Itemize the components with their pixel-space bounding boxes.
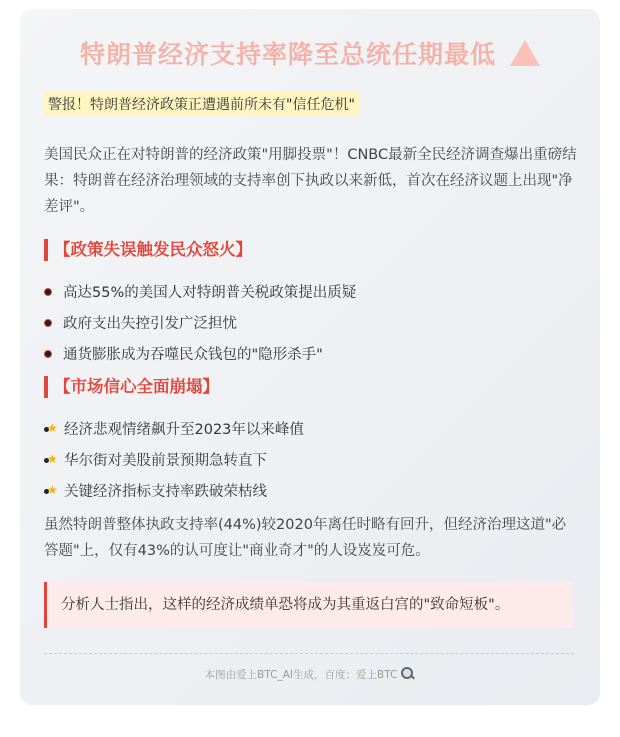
page-title: 特朗普经济支持率降至总统任期最低: [79, 40, 496, 69]
article-card: [20, 9, 600, 705]
policy-list: [44, 276, 584, 369]
list-item: [44, 307, 584, 338]
list-item-text: 华尔街对美股前景预期急转直下: [64, 453, 267, 469]
footer: [20, 664, 600, 684]
list-item: [44, 475, 584, 506]
triangle-up-icon: [510, 40, 540, 66]
section-heading-policy: 【政策失误触发民众怒火】: [44, 239, 252, 261]
title-row: [20, 33, 600, 73]
summary-paragraph: 虽然特朗普整体执政支持率(44%)较2020年离任时略有回升，但经济治理这道"必答题"上，仅有43%的认可度让"商业奇才"的人设岌岌可危。: [44, 517, 567, 559]
analyst-quote: 分析人士指出，这样的经济成绩单恐将成为其重返白宫的"致命短板"。: [44, 582, 574, 628]
list-item: [44, 338, 584, 369]
section-heading-market: 【市场信心全面崩塌】: [44, 376, 219, 398]
list-item: [44, 276, 584, 307]
list-item-text: 关键经济指标支持率跌破荣枯线: [64, 484, 267, 500]
intro-paragraph: 美国民众正在对特朗普的经济政策"用脚投票"！CNBC最新全民经济调查爆出重磅结果：特朗普在经济治理领域的支持率创下执政以来新低，首次在经济议题上出现"净差评"。: [44, 147, 577, 215]
magnifier-icon: [401, 667, 415, 681]
dot-icon: [44, 288, 52, 296]
star-icon: ★: [44, 484, 64, 498]
star-icon: ★: [44, 453, 64, 467]
dot-icon: [44, 319, 52, 327]
footer-text: 本图由爱上BTC_AI生成，百度：爱上BTC: [204, 668, 398, 681]
dot-icon: [44, 350, 52, 358]
alert-banner: 警报！特朗普经济政策正遭遇前所未有"信任危机": [44, 92, 359, 116]
list-item-text: 高达55%的美国人对特朗普关税政策提出质疑: [63, 285, 357, 301]
list-item-text: 经济悲观情绪飙升至2023年以来峰值: [64, 422, 304, 438]
divider: [44, 653, 574, 654]
market-list: [44, 413, 584, 506]
list-item: [44, 413, 584, 444]
list-item-text: 通货膨胀成为吞噬民众钱包的"隐形杀手": [63, 347, 323, 363]
star-icon: ★: [44, 422, 64, 436]
list-item-text: 政府支出失控引发广泛担忧: [63, 316, 237, 332]
list-item: [44, 444, 584, 475]
